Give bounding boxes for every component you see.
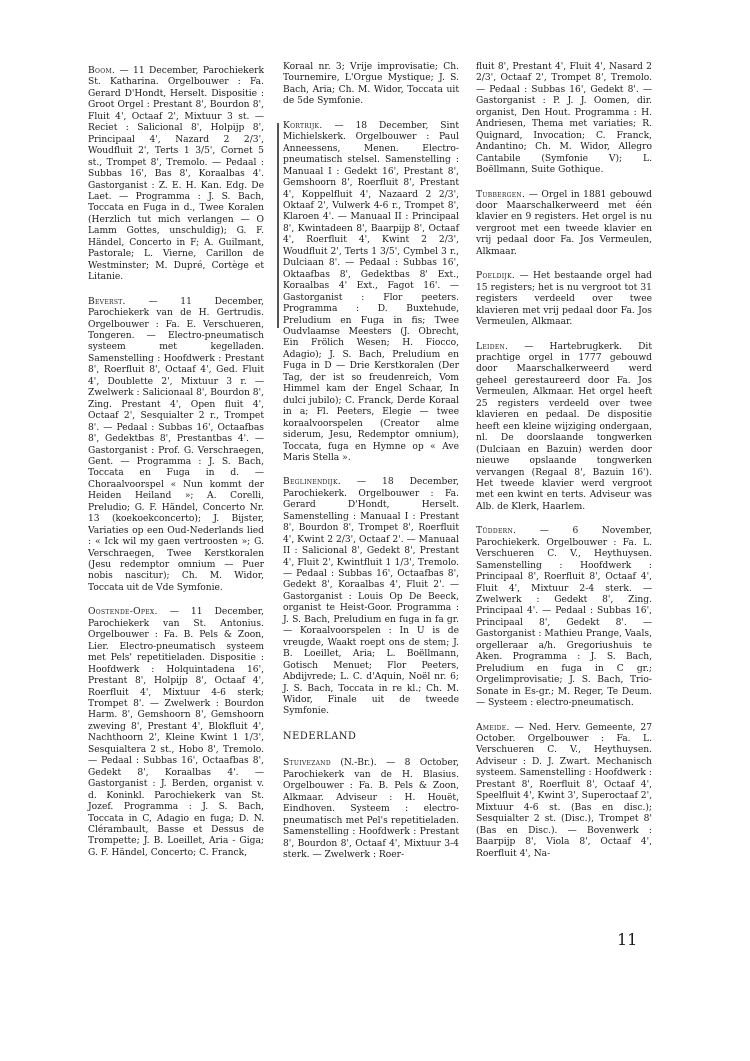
entry-text: — 18 December, Sint Michielskerk. Orgelbouwer : Paul Anneessens, Menen. Electro-pneumatisch stelsel. Samenstelling : Manuaal I : Gedekt 16', Prestant 8', Gemshoorn 8', Roerfluit 8', Prestant 4', Koppelfluit 4', Nazaard 2 2/3', Oktaaf 2', Vulwerk 4-6 r., Trompet 8', Klaroen 4'. — Manuaal II : Principaal 8', Kwintadeen 8', Baarpijp 8', Octaaf 4', Roerfluit 4', Kwint 2 2/3', Woudfluit 2', Terts 1 3/5', Cymbel 3 r., Dulciaan 8'. — Pedaal : Subbas 16', Oktaafbas 8', Gedektbas 8' Ext., Koraalbas 4' Ext., Fagot 16'. — Gastorganist : Flor peeters. Programma : D. Buxtehude, Preludium en Fuga in fis; Twee Oudvlaamse Meesters (J. Obrecht, Ein Frölich Wesen; H. Fiocco, Adagio); J. S. Bach, Preludium en Fuga in D — Drie Kerstkoralen (Der Tag, der ist so freudenreich, Vom Himmel kam der Engel Schaar, In dulci jubilo); C. Franck, Derde Koraal in a; Fl. Peeters, Elegie — twee koraalvoorspelen (Creator alme siderum, Jesu, Redemptor omnium), Toccata, fuga en Hymne op « Ave Maris Stella ». xyxy=(283,120,459,463)
entry-text: (N.-Br.). — 8 October, Parochiekerk van de H. Blasius. Orgelbouwer : Fa. B. Pels & Zoon, Alkmaar. Adviseur : H. Houët, Eindhoven. Systeem : electro-pneumatisch met Pel's repetitieladen. Samenstelling : Hoofdwerk : Prestant 8', Bourdon 8', Octaaf 4', Mixtuur 3-4 sterk. — Zwelwerk : Roer- xyxy=(283,758,459,860)
entry-text: Koraal nr. 3; Vrije improvisatie; Ch. Tournemire, L'Orgue Mystique; J. S. Bach, Aria; Ch. M. Widor, Toccata uit de 5de Symfonie. xyxy=(283,62,459,107)
place-name: Ameide. xyxy=(476,722,510,733)
entry-paragraph xyxy=(88,66,264,284)
place-name: Tubbergen. xyxy=(476,189,526,200)
place-name: Boom. xyxy=(88,66,116,76)
entry-text: — 11 December, Parochiekerk van St. Antonius. Orgelbouwer : Fa. B. Pels & Zoon, Lier. Electro-pneumatisch systeem met Pels' repetitieladen. Dispositie : Hoofdwerk : Holquintadena 16', Prestant 8', Holpijp 8', Octaaf 4', Roerfluit 4', Mixtuur 4-6 sterk; Trompet 8'. — Zwelwerk : Bourdon Harm. 8', Gemshoorn 8', Gemshoorn zweving 8', Prestant 4', Blokfluit 4', Nachthoorn 2', Kleine Kwint 1 1/3', Sesquialtera 2 st., Hobo 8', Tremolo. — Pedaal : Subbas 16', Octaafbas 8', Gedekt 8', Koraalbas 4'. — Gastorganist : J. Berden, organist v. d. Koninkl. Parochiekerk van St. Jozef. Programma : J. S. Bach, Toccata in C, Adagio en fuga; D. N. Clérambault, Basse et Dessus de Trompette; J. B. Loeillet, Aria - Giga; G. F. Händel, Concerto; C. Franck, xyxy=(88,607,264,858)
entry-paragraph xyxy=(476,526,652,709)
place-name: Stuivezand xyxy=(283,758,331,769)
entry-text: — Het bestaande orgel had 15 registers; het is nu vergroot tot 31 registers verdeeld over twee klavieren met vrij pedaal door Fa. Jos Vermeulen, Alkmaar. xyxy=(476,271,652,328)
place-name: Kortrijk. xyxy=(283,120,323,131)
entry-paragraph xyxy=(476,342,652,514)
entry-paragraph xyxy=(283,121,459,465)
entry-paragraph xyxy=(283,758,459,861)
entry-paragraph xyxy=(283,477,459,718)
entry-paragraph xyxy=(88,607,264,859)
entry-text: — 11 December, Parochiekerk van de H. Gertrudis. Orgelbouwer : Fa. E. Verschueren, Tongeren. — Electro-pneumatisch systeem met kegelladen. Samenstelling : Hoofdwerk : Prestant 8', Roerfluit 8', Octaaf 4', Ged. Fluit 4', Doublette 2', Mixtuur 3 r. — Zwelwerk : Salicionaal 8', Bourdon 8', Zing. Prestant 4', Open fluit 4', Octaaf 2', Sesquialter 2 r., Trompet 8'. — Pedaal : Subbas 16', Octaafbas 8', Gedektbas 8', Prestantbas 4'. — Gastorganist : Prof. G. Verschraegen, Gent. — Programma : J. S. Bach, Toccata en Fuga in d. — Choraalvoorspel « Nun kommt der Heiden Heiland »; A. Corelli, Preludio; G. F. Händel, Concerto Nr. 13 (koekoekconcerto); J. Bijster, Variaties op een Oud-Nederlands lied : « Ick wil my gaen vertroosten »; G. Verschraegen, Twee Kerstkoralen (Jesu redemptor omnium — Puer nobis nascitur); Ch. M. Widor, Toccata uit de Vde Symfonie. xyxy=(88,296,264,593)
place-name: Poeldijk. xyxy=(476,271,516,282)
entry-paragraph xyxy=(283,62,459,108)
entry-text: fluit 8', Prestant 4', Fluit 4', Nasard 2 2/3', Octaaf 2', Trompet 8', Tremolo. — Pedaal : Subbas 16', Gedekt 8'. — Gastorganist : P. J. J. Oomen, dir. organist, Den Hout. Programma : H. Andriesen, Thema met variaties; R. Quignard, Invocation; C. Franck, Andantino; Ch. M. Widor, Allegro Cantabile (Symfonie V); L. Boëllmann, Suite Gothique. xyxy=(476,62,652,176)
place-name: Beglinendijk. xyxy=(283,477,341,488)
entry-text: — Orgel in 1881 gebouwd door Maarschalkerweerd met één klavier en 9 registers. Het orgel is nu vergroot met een tweede klavier en vrij pedaal door Fa. Jos Vermeulen, Alkmaar. xyxy=(476,189,652,257)
place-name: Beverst. xyxy=(88,296,126,307)
text-column-3 xyxy=(476,62,652,860)
entry-paragraph xyxy=(476,271,652,328)
text-column-2 xyxy=(283,62,459,861)
page-number: 11 xyxy=(617,930,638,949)
entry-paragraph xyxy=(476,62,652,177)
section-heading: NEDERLAND xyxy=(283,730,357,742)
entry-paragraph xyxy=(476,190,652,259)
entry-text: — Hartebrugkerk. Dit prachtige orgel in 1777 gebouwd door Maarschalkerweerd werd geheel gerestaureerd door Fa. Jos Vermeulen, Alkmaar. Het orgel heeft 25 registers verdeeld over twee klavieren en pedaal. De dispositie heeft een kleine wijziging ondergaan, nl. De doorslaande tongwerken (Dulciaan en Bazuin) werden door nieuwe opslaande tongwerken vervangen (Regaal 8', Bazuin 16'). Het tweede klavier werd vergroot met een kwint en terts. Adviseur was Alb. de Klerk, Haarlem. xyxy=(476,341,652,512)
entry-text: — Ned. Herv. Gemeente, 27 October. Orgelbouwer : Fa. L. Verschueren C. V., Heythuysen. Adviseur : D. J. Zwart. Mechanisch systeem. Samenstelling : Hoofdwerk : Prestant 8', Roerfluit 8', Octaaf 4', Speelfluit 4', Kwint 3', Superoctaaf 2', Mixtuur 4-6 st. (Bas en disc.); Sesquialter 2 st. (Disc.), Trompet 8' (Bas en Disc.). — Bovenwerk : Baarpijp 8', Viola 8', Octaaf 4', Roerfluit 4', Na- xyxy=(476,722,652,859)
text-column-1 xyxy=(88,66,264,859)
place-name: Tüddern. xyxy=(476,526,517,537)
place-name: Oostende-Opex. xyxy=(88,607,158,618)
entry-paragraph xyxy=(88,297,264,595)
entry-text: — 18 December, Parochiekerk. Orgelbouwer : Fa. Gerard D'Hondt, Herselt. Samenstelling : Manuaal I : Prestant 8', Bourdon 8', Trompet 8', Roerfluit 4', Kwint 2 2/3', Octaaf 2'. — Manuaal II : Salicional 8', Gedekt 8', Prestant 4', Fluit 2', Kwintfluit 1 1/3', Tremolo. — Pedaal : Subbas 16', Octaafbas 8', Gedekt 8', Koraalbas 4', Fluit 2'. — Gastorganist : Louis Op De Beeck, organist te Heist-Goor. Programma : J. S. Bach, Preludium en fuga in fa gr. — Koraalvoorspelen : In U is de vreugde, Waakt roept ons de stem; J. B. Loeillet, Aria; L. Boëllmann, Gotisch Menuet; Flor Peeters, Abdijvrede; L. C. d'Aquin, Noël nr. 6; J. S. Bach, Toccata in re kl.; Ch. M. Widor, Finale uit de tweede Symfonie. xyxy=(283,477,459,717)
entry-text: — 6 November, Parochiekerk. Orgelbouwer : Fa. L. Verschueren C. V., Heythuysen. Samenstelling : Hoofdwerk : Principaal 8', Roerfluit 8', Octaaf 4', Fluit 4', Mixtuur 2-4 sterk. — Zwelwerk : Gedekt 8', Zing. Principaal 4'. — Pedaal : Subbas 16', Principaal 8', Gedekt 8'. — Gastorganist : Mathieu Prange, Vaals, orgelleraar a/h. Gregoriushuis te Aken. Programma : J. S. Bach, Preludium en fuga in C gr.; Orgelimprovisatie; J. S. Bach, Trio-Sonate in Es-gr.; M. Reger, Te Deum. — Systeem : electro-pneumatisch. xyxy=(476,526,652,709)
entry-text: — 11 December, Parochiekerk St. Katharina. Orgelbouwer : Fa. Gerard D'Hondt, Herselt. Dispositie : Groot Orgel : Prestant 8', Bourdon 8', Fluit 4', Octaaf 2', Mixtuur 3 st. — Reciet : Salicional 8', Holpijp 8', Principaal 4', Nazard 2 2/3', Woudfluit 2', Terts 1 3/5', Cornet 5 st., Trompet 8', Tremolo. — Pedaal : Subbas 16', Bas 8', Koraalbas 4'. Gastorganist : Z. E. H. Kan. Edg. De Laet. — Programma : J. S. Bach, Toccata en Fuga in d., Twee Koralen (Herzlich tut mich verlangen — O Lamm Gottes, unschuldig); G. F. Händel, Concerto in F; A. Guilmant, Pastorale; L. Vierne, Carillon de Westminster; M. Dupré, Cortège et Litanie. xyxy=(88,66,264,283)
entry-paragraph xyxy=(476,723,652,860)
place-name: Leiden. xyxy=(476,341,509,352)
